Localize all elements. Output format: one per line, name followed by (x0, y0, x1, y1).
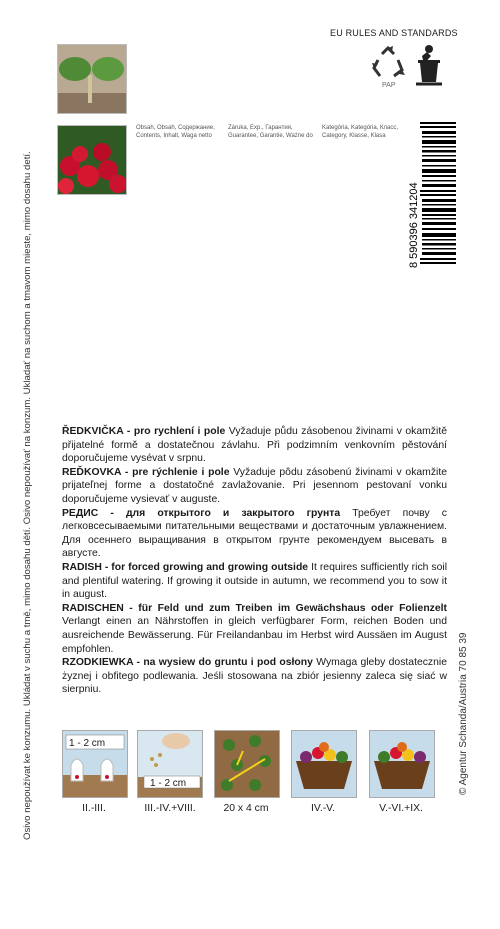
step-caption: II.-III. (82, 803, 106, 814)
waste-bin-icon (412, 44, 446, 88)
step-caption: IV.-V. (310, 803, 336, 814)
step-label: 1 - 2 cm (150, 778, 187, 789)
recycle-icon (370, 46, 406, 82)
radish-photo (57, 125, 127, 195)
desc-sk: REĎKOVKA - pre rýchlenie i pole Vyžaduje pôdu zásobenú živinami v okamžite prijateľnej forme a dostatočné zavlažovanie. Pri jesennom pestovaní vonku doporučujeme vysievať v auguste. (62, 466, 447, 505)
step-caption: III.-IV.+VIII. (144, 803, 196, 814)
barcode-number: 8 590396 341204 (408, 182, 420, 268)
step-sowing-outdoor (137, 730, 203, 798)
step-harvest-2 (369, 730, 435, 798)
desc-ru: РЕДИС - для открытого и закрытого грунта Требует почву с легковсесываемыми питательными веществами и достаточным увлажнением. Для осеннего выращивания в открытом грунте рекомендуем высевать в августе. (62, 507, 448, 560)
seedling-photo (57, 44, 127, 114)
copyright-note: © Agentur Schanda/Austria 70 85 39 (458, 632, 469, 795)
contents-label: Obsah, Obsah, Содержание, Contents, Inhalt, Waga netto (136, 125, 215, 139)
step-caption: 20 x 4 cm (223, 803, 269, 814)
guarantee-label: Záruka, Exp., Гарантия, Guarantee, Garantie, Ważne do (228, 125, 313, 139)
step-spacing (214, 730, 280, 798)
barcode (408, 122, 458, 270)
desc-en: RADISH - for forced growing and growing outside It requires sufficiently rich soil and plentiful watering. If growing it outside in autumn, we recommend you to sow it in august. (62, 561, 448, 601)
step-sowing-under-cover (62, 730, 128, 798)
storage-note: Osivo nepoužívat ke konzumu. Ukládat v suchu a tmě, mimo dosahu dětí. Osivo nepoužívať na konzum. Ukladať na suchom a tmavom mieste, mimo dosahu detí. (22, 151, 33, 840)
step-harvest-1 (291, 730, 357, 798)
step-caption: V.-VI.+IX. (379, 803, 423, 814)
pap-label: PAP (382, 82, 396, 89)
desc-de: RADISCHEN - für Feld und zum Treiben im Gewächshaus oder Folienzelt Verlangt einen an Nährstoffen in gleich verfügbarer Form, reichen Boden und ausreichende Bewässerung. Für Freilandanbau im Herbst wird Aussäen im August empfohlen. (62, 602, 447, 655)
description-block (62, 425, 447, 697)
category-label: Kategória, Kategória, Класс, Category, Klasse, Klasa (322, 125, 399, 139)
desc-pl: RZODKIEWKA - na wysiew do gruntu i pod osłony Wymaga gleby dostatecznie żyznej i obfitego podlewania. Jeśli stosowana na zbiór jesienny zaleca się siać w sierpniu. (62, 657, 447, 696)
desc-cz: ŘEDKVIČKA - pro rychlení i pole Vyžaduje půdu zásobenou živinami v okamžitě přijatelné formě a dostatečnou závlahu. Při podzimním venkovním pěstování doporučujeme vysévat v srpnu. (62, 426, 447, 465)
step-label: 1 - 2 cm (69, 738, 106, 749)
eu-rules-heading: EU RULES AND STANDARDS (330, 28, 458, 38)
